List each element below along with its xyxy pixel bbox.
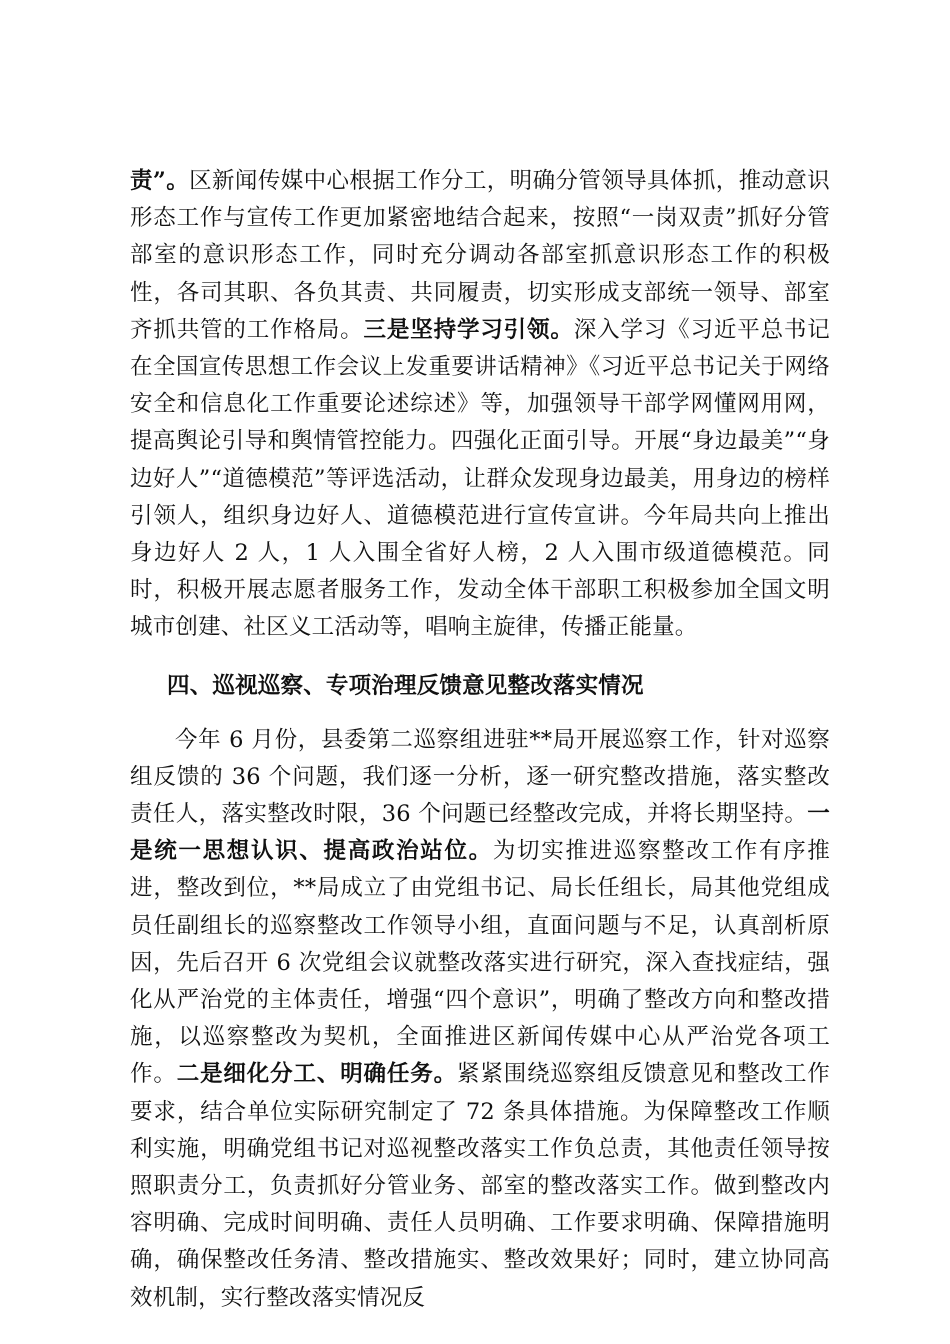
body-text: 为切实推进巡察整改工作有序推进，整改到位，**局成立了由党组书记、局长任组长，局其他党组成员任副组长的巡察整改工作领导小组，直面问题与不足，认真剖析原因，先后召开 6 次党组会议就整改落实进行研究，深入查找症结，强化从严治党的主体责任，增强“四个意识”，明确了整改方向和整改措施，以巡察整改为契机，全面推进区新闻传媒中心从严治党各项工作。 — [130, 838, 830, 1088]
bold-text: 责”。 — [130, 168, 190, 194]
document-body — [130, 163, 830, 1317]
body-text: 紧紧围绕巡察组反馈意见和整改工作要求，结合单位实际研究制定了 72 条具体措施。为保障整改工作顺利实施，明确党组书记对巡视整改落实工作负总责，其他责任领导按照职责分工，负责抓好分管业务、部室的整改落实工作。做到整改内容明确、完成时间明确、责任人员明确、工作要求明确、保障措施明确，确保整改任务清、整改措施实、整改效果好；同时，建立协同高效机制，实行整改落实情况反 — [130, 1061, 831, 1311]
body-text: 深入学习《习近平总书记在全国宣传思想工作会议上发重要讲话精神》《习近平总书记关于网络安全和信息化工作重要论述综述》等，加强领导干部学网懂网用网，提高舆论引导和舆情管控能力。四强化正面引导。开展“身边最美”“身边好人”“道德模范”等评选活动，让群众发现身边最美，用身边的榜样引领人，组织身边好人、道德模范进行宣传宣讲。今年局共向上推出身边好人 2 人，1 人入围全省好人榜，2 人入围市级道德模范。同时，积极开展志愿者服务工作，发动全体干部职工积极参加全国文明城市创建、社区义工活动等，唱响主旋律，传播正能量。 — [130, 316, 830, 641]
bold-text: 三是坚持学习引领。 — [363, 316, 574, 343]
paragraph-ideology-work — [130, 163, 830, 647]
paragraph-inspection-rectification — [130, 722, 830, 1317]
body-text: 区新闻传媒中心根据工作分工，明确分管领导具体抓，推动意识形态工作与宣传工作更加紧密地结合起来，按照“一岗双责”抓好分管部室的意识形态工作，同时充分调动各部室抓意识形态工作的积极性，各司其职、各负其责、共同履责，切实形成支部统一领导、部室齐抓共管的工作格局。 — [130, 168, 831, 343]
bold-text: 二是细化分工、明确任务。 — [176, 1061, 457, 1088]
body-text: 今年 6 月份，县委第二巡察组进驻**局开展巡察工作，针对巡察组反馈的 36 个问题，我们逐一分析，逐一研究整改措施，落实整改责任人，落实整改时限，36 个问题已经整改完成，并将长期坚持。 — [130, 726, 830, 828]
section-heading: 四、巡视巡察、专项治理反馈意见整改落实情况 — [167, 672, 644, 699]
bold-text: 一是统一思想认识、提高政治站位。 — [130, 801, 830, 865]
